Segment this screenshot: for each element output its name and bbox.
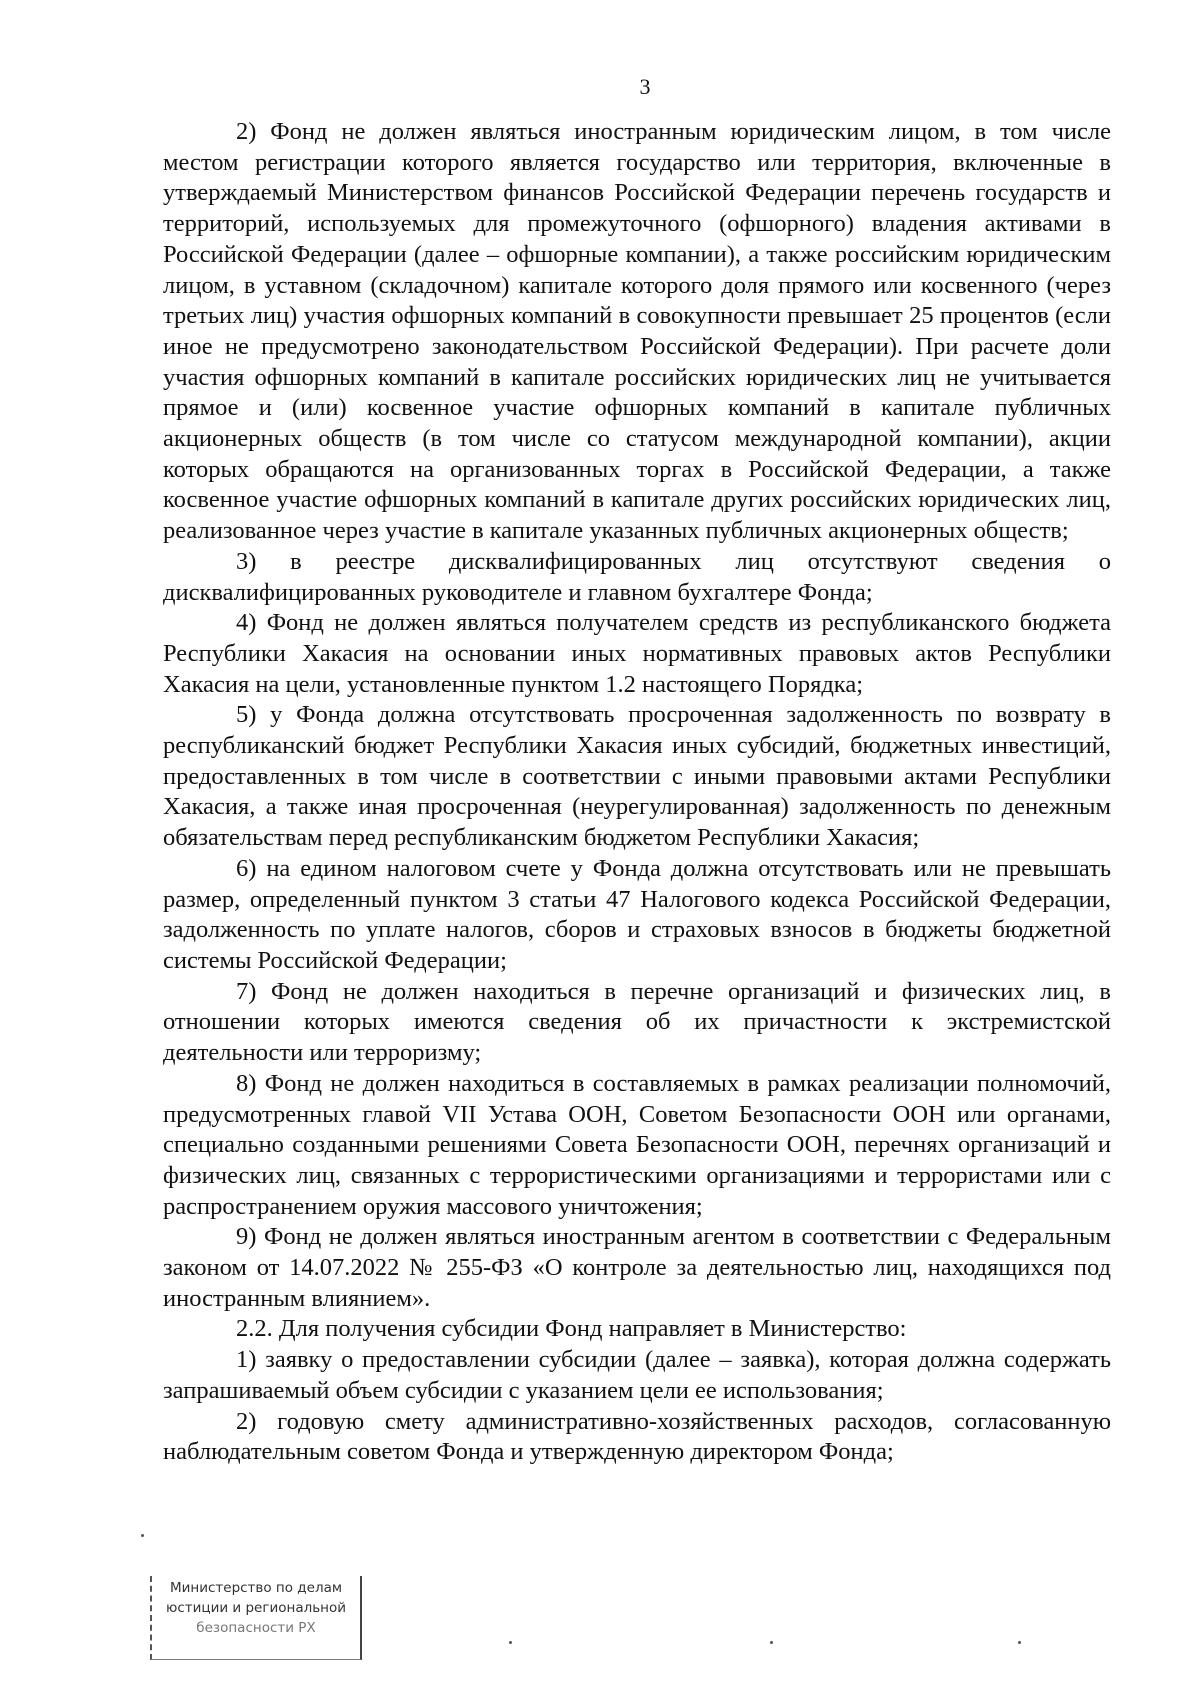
scan-speck [1018,1641,1021,1644]
paragraph-item-4: 4) Фонд не должен являться получателем средств из республиканского бюджета Республики Хакасия на основании иных нормативных правовых актов Республики Хакасия на цели, установленные пунктом 1.2 настоящего Порядка; [163,609,1111,698]
paragraph-subitem-1: 1) заявку о предоставлении субсидии (далее – заявка), которая должна содержать запрашиваемый объем субсидии с указанием цели ее использования; [163,1346,1111,1404]
stamp-line-1: Министерство по делам [169,1580,343,1596]
paragraph-item-5: 5) у Фонда должна отсутствовать просроченная задолженность по возврату в республиканский бюджет Республики Хакасия иных субсидий, бюджетных инвестиций, предоставленных в том числе в соответствии с иными правовыми актами Республики Хакасия, а также иная просроченная (неурегулированная) задолженность по денежным обязательствам перед республиканским бюджетом Республики Хакасия; [163,701,1111,852]
stamp-line-2: юстиции и региональной [165,1600,347,1616]
scan-speck [141,1534,144,1537]
ministry-stamp [150,1576,362,1660]
paragraph-item-9: 9) Фонд не должен являться иностранным агентом в соответствии с Федеральным законом от 14.07.2022 № 255-ФЗ «О контроле за деятельностью лиц, находящихся под иностранным влиянием». [163,1223,1111,1312]
scan-speck [509,1641,512,1644]
page-number: 3 [639,74,651,99]
stamp-line-3: безопасности РХ [196,1620,316,1636]
paragraph-item-6: 6) на едином налоговом счете у Фонда должна отсутствовать или не превышать размер, определенный пунктом 3 статьи 47 Налогового кодекса Российской Федерации, задолженность по уплате налогов, сборов и страховых взносов в бюджеты бюджетной системы Российской Федерации; [163,854,1111,974]
document-body [163,117,1111,1468]
paragraph-subitem-2: 2) годовую смету административно-хозяйственных расходов, согласованную наблюдательным советом Фонда и утвержденную директором Фонда; [163,1407,1111,1466]
paragraph-section-2-2: 2.2. Для получения субсидии Фонд направляет в Министерство: [236,1315,907,1343]
scan-speck [770,1641,773,1644]
paragraph-item-7: 7) Фонд не должен находиться в перечне организаций и физических лиц, в отношении которых имеются сведения об их причастности к экстремистской деятельности или терроризму; [163,977,1111,1067]
paragraph-item-8: 8) Фонд не должен находиться в составляемых в рамках реализации полномочий, предусмотренных главой VII Устава ООН, Советом Безопасности ООН или органами, специально созданными решениями Совета Безопасности ООН, перечнях организаций и физических лиц, связанных с террористическими организациями и террористами или с распространением оружия массового уничтожения; [163,1069,1111,1220]
paragraph-item-3: 3) в реестре дисквалифицированных лиц отсутствуют сведения о дисквалифицированных руководителе и главном бухгалтере Фонда; [163,547,1111,606]
paragraph-item-2: 2) Фонд не должен являться иностранным юридическим лицом, в том числе местом регистрации которого является государство или территория, включенные в утверждаемый Министерством финансов Российской Федерации перечень государств и территорий, используемых для промежуточного (офшорного) владения активами в Российской Федерации (далее – офшорные компании), а также российским юридическим лицом, в уставном (складочном) капитале которого доля прямого или косвенного (через третьих лиц) участия офшорных компаний в совокупности превышает 25 процентов (если иное не предусмотрено законодательством Российской Федерации). При расчете доли участия офшорных компаний в капитале российских юридических лиц не учитывается прямое и (или) косвенное участие офшорных компаний в капитале публичных акционерных обществ (в том числе со статусом международной компании), акции которых обращаются на организованных торгах в Российской Федерации, а также косвенное участие офшорных компаний в капитале других российских юридических лиц, реализованное через участие в капитале указанных публичных акционерных обществ; [163,118,1111,545]
